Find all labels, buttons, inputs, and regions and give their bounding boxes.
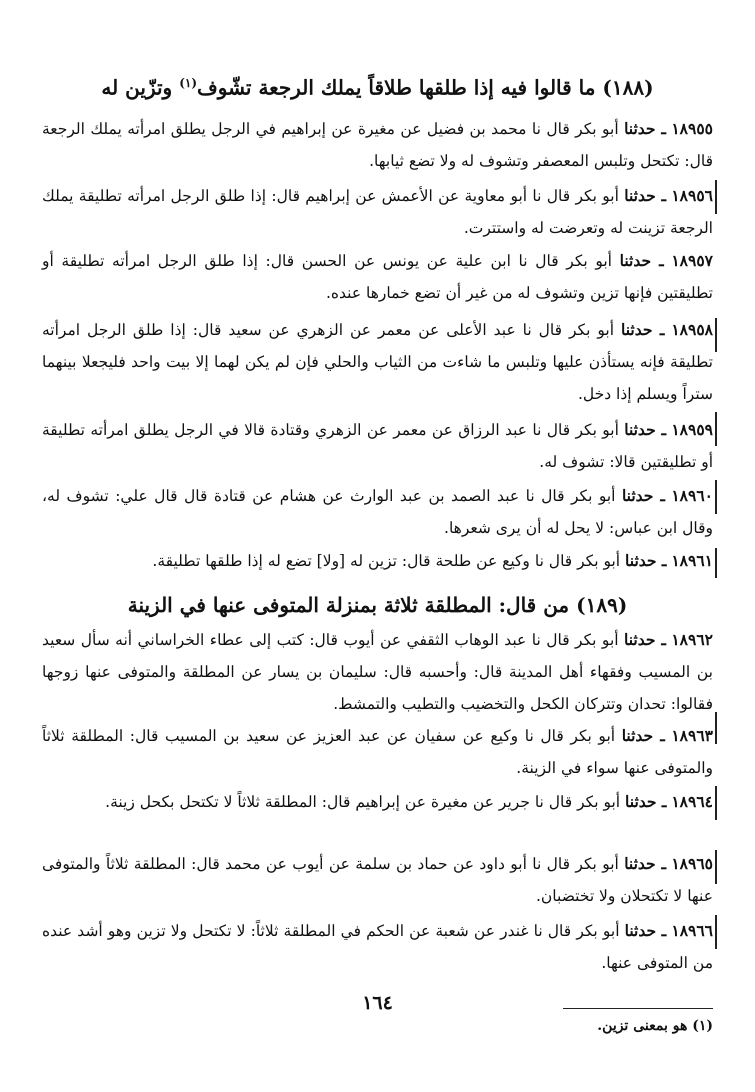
hadith-number: ١٨٩٥٧ — [671, 251, 713, 270]
hadith-number: ١٨٩٦٣ — [671, 726, 713, 745]
footnote-separator — [563, 1008, 713, 1009]
hadith-text: أبو بكر قال نا غندر عن شعبة عن الحكم في المطلقة ثلاثاً: لا تكتحل ولا تزين وهو أشد عنده من المتوفى عنها. — [42, 922, 713, 972]
hadith-lead: ـ حدثنا — [624, 420, 666, 439]
hadith-text: أبو بكر قال نا عبد الأعلى عن معمر عن الزهري عن سعيد قال: إذا طلق الرجل امرأته تطليقة فإنه يستأذن عليها وتلبس ما شاءت من الثياب والحلي فإن لم يكن لهما إلا بيت واحد فليجعلا بينهما ستراً ويسلم إذا دخل. — [42, 321, 713, 403]
hadith-entry — [42, 786, 713, 818]
hadith-number: ١٨٩٥٨ — [671, 320, 713, 339]
hadith-number: ١٨٩٥٥ — [671, 119, 713, 138]
hadith-entry — [42, 180, 713, 244]
hadith-number: ١٨٩٦٠ — [671, 486, 713, 505]
hadith-entry — [42, 480, 713, 544]
margin-rule — [715, 786, 717, 820]
hadith-entry — [42, 545, 713, 577]
hadith-lead: ـ حدثنا — [621, 486, 665, 505]
hadith-entry — [42, 915, 713, 979]
hadith-lead: ـ حدثنا — [621, 726, 665, 745]
hadith-entry — [42, 414, 713, 478]
margin-rule — [715, 318, 717, 352]
hadith-entry — [42, 624, 713, 720]
footnote-marker: (١) — [179, 76, 198, 90]
hadith-lead: ـ حدثنا — [624, 119, 666, 138]
hadith-text: أبو بكر قال نا عبد الرزاق عن معمر عن الزهري وقتادة قالا في الرجل يطلق امرأته تطليقة أو تطليقتين قالا: تشوف له. — [42, 421, 713, 471]
hadith-entry — [42, 113, 713, 177]
hadith-number: ١٨٩٦٤ — [671, 792, 713, 811]
margin-rule — [715, 915, 717, 949]
hadith-number: ١٨٩٥٦ — [671, 186, 713, 205]
hadith-text: أبو بكر قال نا محمد بن فضيل عن مغيرة عن إبراهيم في الرجل يطلق امرأته يملك الرجعة قال: تكتحل وتلبس المعصفر وتشوف له ولا تضع ثيابها. — [42, 120, 713, 170]
hadith-text: أبو بكر قال نا وكيع عن طلحة قال: تزين له [ولا] تضع له إذا طلقها تطليقة. — [152, 552, 621, 570]
margin-rule — [715, 180, 717, 214]
hadith-text: أبو بكر قال نا أبو داود عن حماد بن سلمة عن أيوب عن محمد قال: المطلقة ثلاثاً والمتوفى عنها لا تكتحلان ولا تختضبان. — [42, 855, 713, 905]
section-heading-189 — [40, 590, 715, 620]
hadith-text: أبو بكر قال نا عبد الوهاب الثقفي عن أيوب قال: كتب إلى عطاء الخراساني أنه سأل سعيد بن المسيب وفقهاء أهل المدينة قال: وأحسبه قال: سليمان بن يسار عن المطلقة والمتوفى عنها زوجها فقالوا: تحدان وتتركان الكحل والتخضيب والتطيب والتمشط. — [42, 631, 713, 713]
hadith-lead: ـ حدثنا — [624, 921, 667, 940]
hadith-lead: ـ حدثنا — [624, 630, 666, 649]
margin-rule — [715, 850, 717, 884]
hadith-number: ١٨٩٥٩ — [671, 420, 713, 439]
heading-text: (١٨٨) ما قالوا فيه إذا طلقها طلاقاً يملك الرجعة تشّوف — [197, 75, 654, 100]
hadith-lead: ـ حدثنا — [625, 792, 667, 811]
hadith-lead: ـ حدثنا — [619, 251, 664, 270]
heading-text: (١٨٩) من قال: المطلقة ثلاثة بمنزلة المتوفى عنها في الزينة — [127, 593, 628, 617]
hadith-lead: ـ حدثنا — [620, 320, 665, 339]
margin-rule — [715, 480, 717, 514]
margin-rule — [715, 712, 717, 744]
hadith-text: أبو بكر قال نا جرير عن مغيرة عن إبراهيم قال: المطلقة ثلاثاً لا تكتحل بكحل زينة. — [105, 793, 621, 811]
margin-rule — [715, 548, 717, 578]
hadith-number: ١٨٩٦٥ — [671, 854, 713, 873]
hadith-entry — [42, 848, 713, 912]
page-number: ١٦٤ — [362, 992, 393, 1014]
hadith-entry — [42, 314, 713, 410]
hadith-number: ١٨٩٦١ — [671, 551, 713, 570]
hadith-lead: ـ حدثنا — [624, 854, 666, 873]
hadith-lead: ـ حدثنا — [625, 551, 667, 570]
hadith-text: أبو بكر قال نا عبد الصمد بن عبد الوارث عن هشام عن قتادة قال قال علي: تشوف له، وقال ابن عباس: لا يحل له أن يرى شعرها. — [42, 487, 713, 537]
heading-tail: وتزّين له — [101, 75, 173, 100]
hadith-entry — [42, 720, 713, 784]
hadith-text: أبو بكر قال نا وكيع عن سفيان عن عبد العزيز عن سعيد بن المسيب قال: المطلقة ثلاثاً والمتوفى عنها سواء في الزينة. — [42, 727, 713, 777]
hadith-lead: ـ حدثنا — [624, 186, 667, 205]
section-heading-188 — [40, 68, 715, 103]
hadith-text: أبو بكر قال نا أبو معاوية عن الأعمش عن إبراهيم قال: إذا طلق الرجل امرأته تطليقة يملك الرجعة تزينت له وتعرضت له واستترت. — [42, 187, 713, 237]
footnote: (١) هو بمعنى تزين. — [597, 1018, 713, 1034]
margin-rule — [715, 412, 717, 446]
hadith-number: ١٨٩٦٢ — [671, 630, 713, 649]
hadith-entry — [42, 245, 713, 309]
hadith-text: أبو بكر قال نا ابن علية عن يونس عن الحسن قال: إذا طلق الرجل امرأته تطليقة أو تطليقتين فإنها تزين وتشوف له من غير أن تضع خمارها عنده. — [42, 252, 713, 302]
hadith-number: ١٨٩٦٦ — [671, 921, 714, 940]
